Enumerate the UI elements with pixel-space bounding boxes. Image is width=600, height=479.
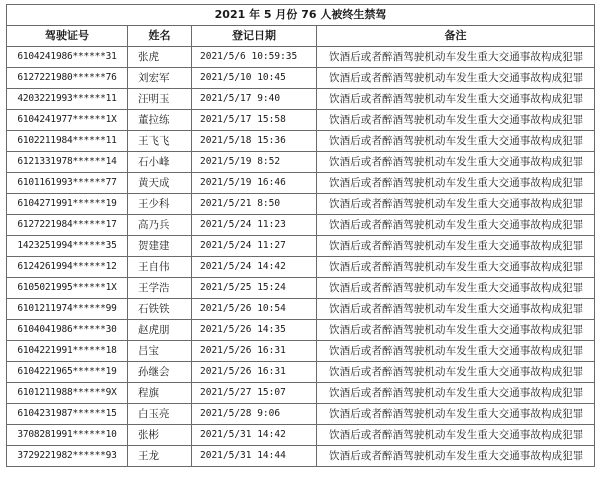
license-cell: 6104241977******1X	[7, 110, 128, 131]
license-cell: 1423251994******35	[7, 236, 128, 257]
table-row	[7, 89, 595, 110]
note-cell: 饮酒后或者醉酒驾驶机动车发生重大交通事故构成犯罪	[317, 320, 595, 341]
license-cell: 6104271991******19	[7, 194, 128, 215]
table-row	[7, 131, 595, 152]
table-row	[7, 236, 595, 257]
name-cell: 王学浩	[128, 278, 192, 299]
date-cell: 2021/5/17 9:40	[192, 89, 317, 110]
spreadsheet	[6, 4, 594, 467]
date-cell: 2021/5/19 8:52	[192, 152, 317, 173]
license-cell: 4203221993******11	[7, 89, 128, 110]
license-cell: 6105021995******1X	[7, 278, 128, 299]
license-cell: 6101161993******77	[7, 173, 128, 194]
date-cell: 2021/5/6 10:59:35	[192, 47, 317, 68]
note-cell: 饮酒后或者醉酒驾驶机动车发生重大交通事故构成犯罪	[317, 68, 595, 89]
table-row	[7, 215, 595, 236]
note-cell: 饮酒后或者醉酒驾驶机动车发生重大交通事故构成犯罪	[317, 173, 595, 194]
date-cell: 2021/5/25 15:24	[192, 278, 317, 299]
table-row	[7, 68, 595, 89]
table-body	[7, 47, 595, 467]
license-cell: 6104221965******19	[7, 362, 128, 383]
date-cell: 2021/5/10 10:45	[192, 68, 317, 89]
note-cell: 饮酒后或者醉酒驾驶机动车发生重大交通事故构成犯罪	[317, 110, 595, 131]
date-cell: 2021/5/28 9:06	[192, 404, 317, 425]
name-cell: 王少科	[128, 194, 192, 215]
note-cell: 饮酒后或者醉酒驾驶机动车发生重大交通事故构成犯罪	[317, 341, 595, 362]
license-cell: 6124261994******12	[7, 257, 128, 278]
name-cell: 白玉亮	[128, 404, 192, 425]
license-cell: 3729221982******93	[7, 446, 128, 467]
license-cell: 6104241986******31	[7, 47, 128, 68]
name-cell: 董拉练	[128, 110, 192, 131]
table-row	[7, 257, 595, 278]
license-cell: 6104231987******15	[7, 404, 128, 425]
note-cell: 饮酒后或者醉酒驾驶机动车发生重大交通事故构成犯罪	[317, 47, 595, 68]
header-date: 登记日期	[192, 26, 317, 47]
header-note: 备注	[317, 26, 595, 47]
ban-list-table	[6, 4, 595, 467]
name-cell: 张虎	[128, 47, 192, 68]
note-cell: 饮酒后或者醉酒驾驶机动车发生重大交通事故构成犯罪	[317, 215, 595, 236]
note-cell: 饮酒后或者醉酒驾驶机动车发生重大交通事故构成犯罪	[317, 404, 595, 425]
table-row	[7, 194, 595, 215]
note-cell: 饮酒后或者醉酒驾驶机动车发生重大交通事故构成犯罪	[317, 152, 595, 173]
name-cell: 黄天成	[128, 173, 192, 194]
name-cell: 高乃兵	[128, 215, 192, 236]
name-cell: 程旗	[128, 383, 192, 404]
license-cell: 6104221991******18	[7, 341, 128, 362]
date-cell: 2021/5/19 16:46	[192, 173, 317, 194]
name-cell: 张彬	[128, 425, 192, 446]
note-cell: 饮酒后或者醉酒驾驶机动车发生重大交通事故构成犯罪	[317, 383, 595, 404]
table-row	[7, 152, 595, 173]
date-cell: 2021/5/26 16:31	[192, 341, 317, 362]
table-row	[7, 341, 595, 362]
table-row	[7, 320, 595, 341]
name-cell: 王自伟	[128, 257, 192, 278]
note-cell: 饮酒后或者醉酒驾驶机动车发生重大交通事故构成犯罪	[317, 89, 595, 110]
note-cell: 饮酒后或者醉酒驾驶机动车发生重大交通事故构成犯罪	[317, 257, 595, 278]
table-row	[7, 362, 595, 383]
license-cell: 6102211984******11	[7, 131, 128, 152]
date-cell: 2021/5/18 15:36	[192, 131, 317, 152]
license-cell: 6104041986******30	[7, 320, 128, 341]
license-cell: 6127221980******76	[7, 68, 128, 89]
license-cell: 6127221984******17	[7, 215, 128, 236]
date-cell: 2021/5/26 16:31	[192, 362, 317, 383]
table-row	[7, 383, 595, 404]
license-cell: 6101211988******9X	[7, 383, 128, 404]
title-row	[7, 5, 595, 26]
name-cell: 孙继会	[128, 362, 192, 383]
table-row	[7, 404, 595, 425]
name-cell: 石小峰	[128, 152, 192, 173]
date-cell: 2021/5/26 10:54	[192, 299, 317, 320]
name-cell: 石铁铁	[128, 299, 192, 320]
table-row	[7, 425, 595, 446]
name-cell: 刘宏军	[128, 68, 192, 89]
date-cell: 2021/5/31 14:42	[192, 425, 317, 446]
table-row	[7, 446, 595, 467]
name-cell: 王龙	[128, 446, 192, 467]
note-cell: 饮酒后或者醉酒驾驶机动车发生重大交通事故构成犯罪	[317, 278, 595, 299]
name-cell: 吕宝	[128, 341, 192, 362]
name-cell: 王飞飞	[128, 131, 192, 152]
date-cell: 2021/5/27 15:07	[192, 383, 317, 404]
note-cell: 饮酒后或者醉酒驾驶机动车发生重大交通事故构成犯罪	[317, 425, 595, 446]
note-cell: 饮酒后或者醉酒驾驶机动车发生重大交通事故构成犯罪	[317, 131, 595, 152]
note-cell: 饮酒后或者醉酒驾驶机动车发生重大交通事故构成犯罪	[317, 236, 595, 257]
note-cell: 饮酒后或者醉酒驾驶机动车发生重大交通事故构成犯罪	[317, 299, 595, 320]
table-title: 2021 年 5 月份 76 人被终生禁驾	[7, 5, 595, 26]
date-cell: 2021/5/31 14:44	[192, 446, 317, 467]
table-row	[7, 278, 595, 299]
name-cell: 汪明玉	[128, 89, 192, 110]
table-row	[7, 47, 595, 68]
table-row	[7, 299, 595, 320]
date-cell: 2021/5/24 14:42	[192, 257, 317, 278]
note-cell: 饮酒后或者醉酒驾驶机动车发生重大交通事故构成犯罪	[317, 362, 595, 383]
note-cell: 饮酒后或者醉酒驾驶机动车发生重大交通事故构成犯罪	[317, 446, 595, 467]
license-cell: 6121331978******14	[7, 152, 128, 173]
header-license: 驾驶证号	[7, 26, 128, 47]
date-cell: 2021/5/17 15:58	[192, 110, 317, 131]
table-row	[7, 110, 595, 131]
name-cell: 赵虎朋	[128, 320, 192, 341]
date-cell: 2021/5/24 11:23	[192, 215, 317, 236]
date-cell: 2021/5/21 8:50	[192, 194, 317, 215]
table-row	[7, 173, 595, 194]
note-cell: 饮酒后或者醉酒驾驶机动车发生重大交通事故构成犯罪	[317, 194, 595, 215]
header-row	[7, 26, 595, 47]
name-cell: 贺建建	[128, 236, 192, 257]
header-name: 姓名	[128, 26, 192, 47]
date-cell: 2021/5/26 14:35	[192, 320, 317, 341]
license-cell: 6101211974******99	[7, 299, 128, 320]
date-cell: 2021/5/24 11:27	[192, 236, 317, 257]
license-cell: 3708281991******10	[7, 425, 128, 446]
